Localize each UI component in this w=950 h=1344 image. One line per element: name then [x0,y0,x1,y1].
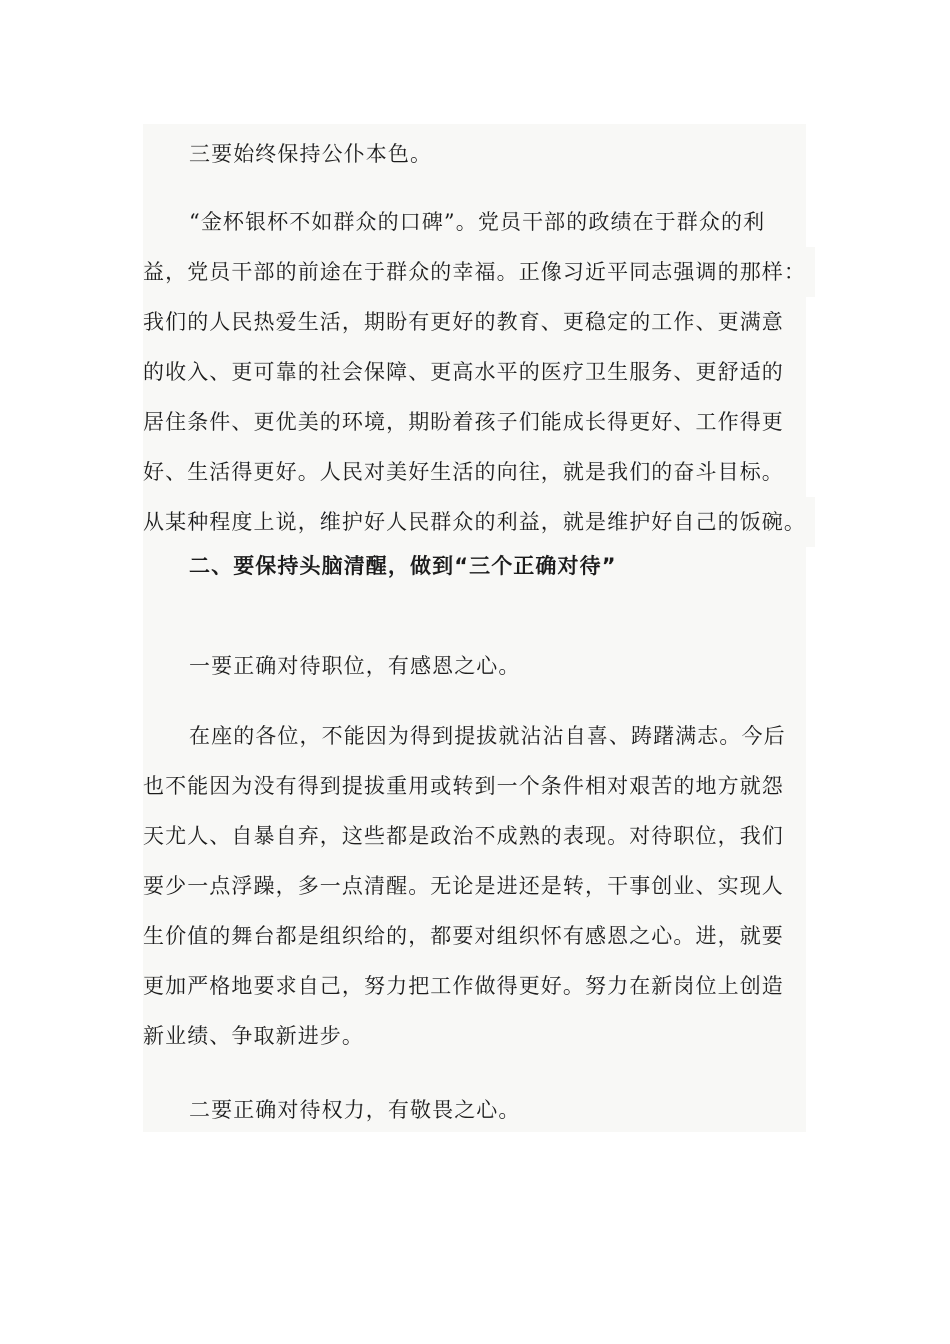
paragraph-item-2 [143,1085,806,1135]
text-line: 居住条件、更优美的环境，期盼着孩子们能成长得更好、工作得更 [143,410,784,434]
paragraph-public-servant [143,197,806,547]
text-line: 生价值的舞台都是组织给的，都要对组织怀有感恩之心。进，就要 [143,924,784,948]
text-line: 在座的各位，不能因为得到提拔就沾沾自喜、踌躇满志。今后 [189,724,786,748]
text-line: 天尤人、自暴自弃，这些都是政治不成熟的表现。对待职位，我们 [143,824,784,848]
text-line: 三要始终保持公仆本色。 [189,142,433,166]
section-heading [143,541,806,591]
paragraph-item-3 [143,129,806,179]
paragraph-position [143,711,806,1061]
text-line: 一要正确对待职位，有感恩之心。 [189,654,521,678]
text-line: 益，党员干部的前途在于群众的幸福。正像习近平同志强调的那样： [143,247,815,297]
text-line: “金杯银杯不如群众的口碑”。党员干部的政绩在于群众的利 [189,210,766,234]
text-line: 要少一点浮躁，多一点清醒。无论是进还是转，干事创业、实现人 [143,874,784,898]
text-line: 好、生活得更好。人民对美好生活的向往，就是我们的奋斗目标。 [143,460,784,484]
text-line: 更加严格地要求自己，努力把工作做得更好。努力在新岗位上创造 [143,974,784,998]
text-line: 的收入、更可靠的社会保障、更高水平的医疗卫生服务、更舒适的 [143,360,784,384]
text-line: 新业绩、争取新进步。 [143,1024,364,1048]
text-line: 二要正确对待权力，有敬畏之心。 [189,1098,521,1122]
text-line: 也不能因为没有得到提拔重用或转到一个条件相对艰苦的地方就怨 [143,774,784,798]
heading-text: 二、要保持头脑清醒，做到“三个正确对待” [189,554,617,578]
text-line: 我们的人民热爱生活，期盼有更好的教育、更稳定的工作、更满意 [143,310,784,334]
text-line: 从某种程度上说，维护好人民群众的利益，就是维护好自己的饭碗。 [143,497,815,547]
document-body [143,124,806,1132]
paragraph-item-1 [143,641,806,691]
